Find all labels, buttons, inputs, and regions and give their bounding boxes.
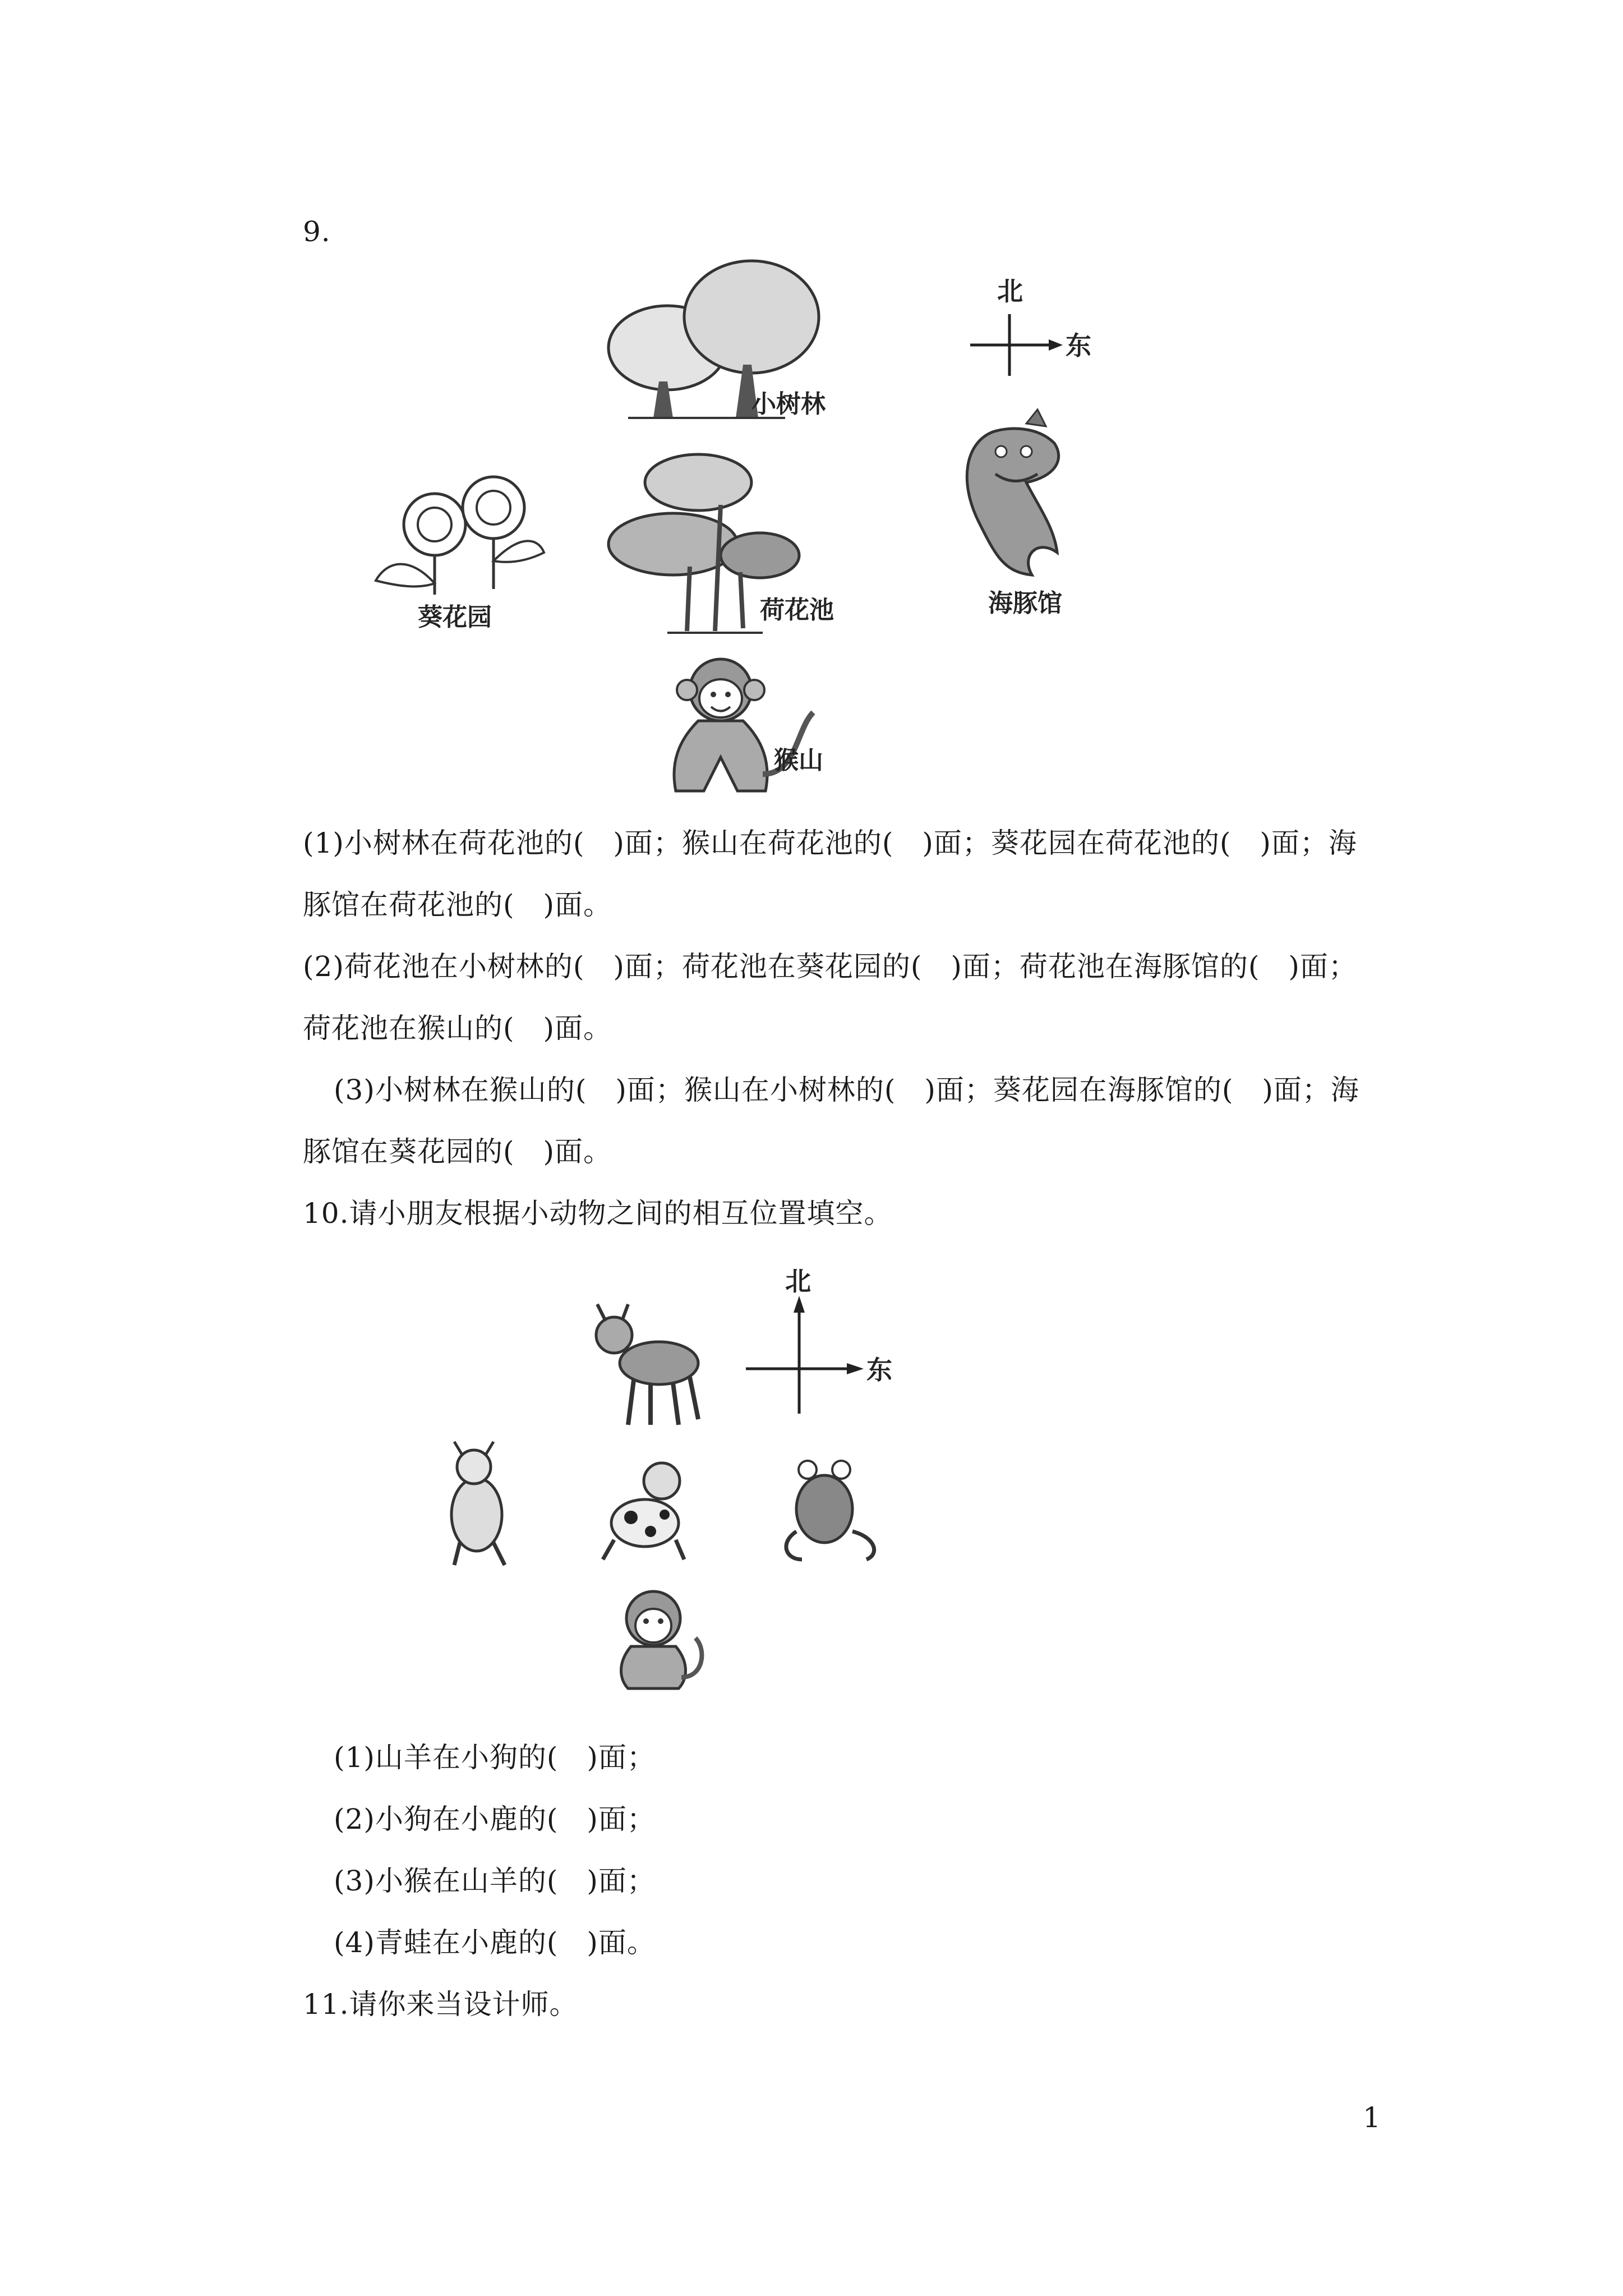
- compass-10: [746, 1296, 864, 1414]
- compass-9: [970, 314, 1063, 376]
- q9-line2a: (2)荷花池在小树林的( )面；荷花池在葵花园的( )面；荷花池在海豚馆的( )面；: [303, 950, 1357, 983]
- sunflower-illustration: [376, 477, 544, 595]
- q9-line1b: 豚馆在荷花池的( )面。: [303, 889, 612, 921]
- compass-9-north: 北: [997, 276, 1023, 306]
- q10-item-4: (4)青蛙在小鹿的( )面。: [334, 1926, 656, 1959]
- q9-line1a: (1)小树林在荷花池的( )面；猴山在荷花池的( )面；葵花园在荷花池的( )面；海: [303, 827, 1357, 859]
- question-11-title: 11.请你来当设计师。: [303, 1988, 578, 2021]
- sunflower-label: 葵花园: [418, 603, 492, 632]
- goat-illustration: [596, 1304, 698, 1425]
- monkey-label: 猴山: [774, 746, 823, 775]
- compass-9-east: 东: [1066, 330, 1091, 361]
- page-number: 1: [1363, 2101, 1381, 2134]
- question-10-animals-map: [415, 1262, 920, 1711]
- dolphin-label: 海豚馆: [988, 589, 1062, 618]
- question-9-number: 9.: [303, 215, 331, 248]
- deer-illustration: [451, 1442, 505, 1565]
- compass-10-east: 东: [866, 1355, 892, 1385]
- woods-label: 小树林: [751, 390, 826, 418]
- question-10-title: 10.请小朋友根据小动物之间的相互位置填空。: [303, 1197, 893, 1230]
- q9-line2b: 荷花池在猴山的( )面。: [303, 1012, 612, 1045]
- frog-illustration: [786, 1461, 874, 1559]
- compass-10-north: 北: [785, 1266, 811, 1296]
- question-9-map: [365, 252, 1150, 813]
- q10-item-1: (1)山羊在小狗的( )面；: [334, 1741, 656, 1774]
- q10-item-3: (3)小猴在山羊的( )面；: [334, 1865, 656, 1897]
- dog-illustration: [603, 1463, 684, 1559]
- lotus-label: 荷花池: [760, 596, 834, 624]
- q9-line3a: (3)小树林在猴山的( )面；猴山在小树林的( )面；葵花园在海豚馆的( )面；海: [334, 1074, 1359, 1106]
- q9-line3b: 豚馆在葵花园的( )面。: [303, 1135, 612, 1168]
- q10-item-2: (2)小狗在小鹿的( )面；: [334, 1803, 656, 1835]
- small-monkey-illustration: [621, 1591, 702, 1688]
- dolphin-illustration: [967, 409, 1058, 575]
